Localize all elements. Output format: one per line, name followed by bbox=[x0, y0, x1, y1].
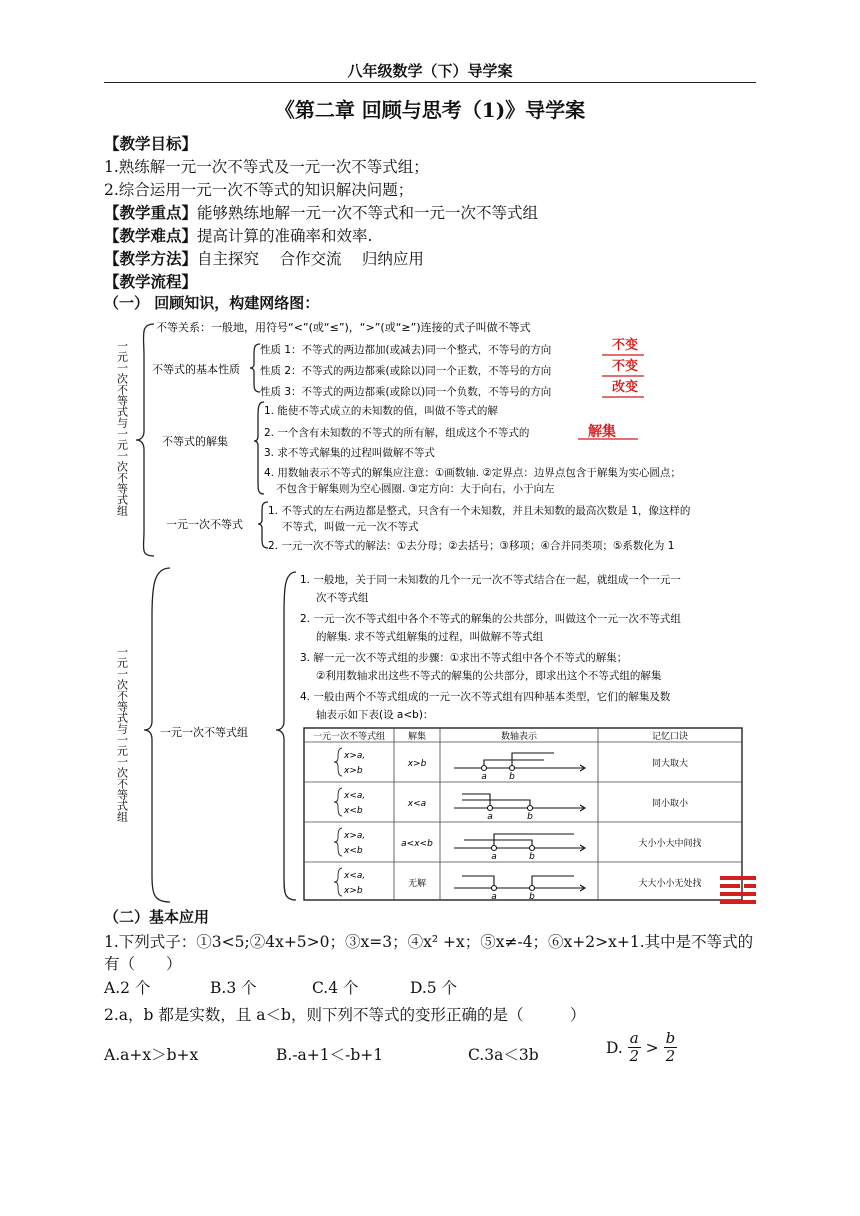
properties-title: 不等式的基本性质 bbox=[152, 363, 240, 376]
method bbox=[104, 247, 424, 269]
objectives-heading: 【教学目标】 bbox=[104, 134, 198, 153]
row1-point-a: a bbox=[481, 772, 487, 782]
header-rule bbox=[104, 82, 756, 83]
q2-option-b: B.-a+1＜-b+1 bbox=[276, 1046, 384, 1064]
system-item-2b: 的解集. 求不等式组解集的过程，叫做解不等式组 bbox=[316, 631, 544, 643]
section1-title: （一） 回顾知识，构建网络图： bbox=[104, 294, 320, 312]
table-header-solution: 解集 bbox=[407, 732, 427, 742]
system-item-3: 3. 解一元一次不等式组的步骤：①求出不等式组中各个不等式的解集； bbox=[300, 652, 628, 664]
row3-sys2: x<b bbox=[344, 846, 363, 856]
knowledge-network-diagram bbox=[104, 316, 764, 910]
row3-mnemonic: 大小小大中间找 bbox=[638, 839, 702, 849]
system-item-1b: 次不等式组 bbox=[316, 592, 369, 604]
key-points-text: 能够熟练地解一元一次不等式和一元一次不等式组 bbox=[197, 204, 539, 222]
row1-solution: x>b bbox=[407, 759, 427, 769]
fraction-b-over-2 bbox=[664, 1030, 678, 1066]
solution-set-item-4b: 不包含于解集则为空心圆圈. ③定方向：大于向右，小于向左 bbox=[276, 483, 555, 495]
table-header-number-line: 数轴表示 bbox=[500, 732, 538, 742]
linear-ineq-title: 一元一次不等式 bbox=[166, 518, 243, 531]
row1-mnemonic: 同大取大 bbox=[651, 759, 689, 769]
row4-sys1: x<a, bbox=[344, 871, 366, 881]
key-points bbox=[104, 201, 538, 223]
method-text: 自主探究 合作交流 归纳应用 bbox=[197, 250, 424, 268]
q1-stem-cont: 有（ ） bbox=[104, 955, 182, 973]
row2-number-line bbox=[454, 794, 585, 811]
row3-solution: a<x<b bbox=[401, 839, 433, 849]
system-item-2: 2. 一元一次不等式组中各个不等式的解集的公共部分，叫做这个一元一次不等式组 bbox=[300, 613, 681, 625]
system-item-4: 4. 一般由两个不等式组成的一元一次不等式组有四种基本类型，它们的解集及数 bbox=[300, 691, 671, 703]
q1-stem: 1.下列式子：①3<5;②4x+5>0；③x=3；④x² +x；⑤x≠-4；⑥x+2>x+1.其中是不等式的 bbox=[104, 933, 754, 951]
row2-mnemonic: 同小取小 bbox=[651, 799, 689, 809]
q1-option-a: A.2 个 bbox=[104, 979, 151, 997]
row1-sys1: x>a, bbox=[344, 751, 366, 761]
frac-right-den: 2 bbox=[665, 1047, 676, 1066]
system-item-4b: 轴表示如下表(设 a<b)： bbox=[316, 709, 434, 721]
property-3: 性质 3：不等式的两边都乘(或除以)同一个负数，不等号的方向 bbox=[260, 386, 552, 398]
method-label: 【教学方法】 bbox=[104, 249, 198, 268]
frac-sign: > bbox=[645, 1038, 659, 1057]
document-title: 《第二章 回顾与思考（1)》导学案 bbox=[274, 98, 586, 122]
row1-sys2: x>b bbox=[344, 766, 363, 776]
row2-point-a: a bbox=[487, 812, 493, 822]
property-1: 性质 1：不等式的两边都加(或减去)同一个整式，不等号的方向 bbox=[260, 344, 552, 356]
row4-solution: 无解 bbox=[407, 879, 427, 889]
row3-number-line bbox=[454, 834, 585, 851]
property-2-answer: 不变 bbox=[612, 359, 639, 374]
fraction-a-over-2 bbox=[628, 1030, 641, 1066]
row4-point-a: a bbox=[491, 892, 497, 902]
row2-sys1: x<a, bbox=[344, 791, 366, 801]
frac-left-den: 2 bbox=[629, 1047, 639, 1066]
solution-set-item-3: 3. 求不等式解集的过程叫做解不等式 bbox=[264, 447, 435, 459]
row2-solution: x<a bbox=[407, 799, 427, 809]
property-2: 性质 2：不等式的两边都乘(或除以)同一个正数，不等号的方向 bbox=[260, 365, 552, 377]
key-points-label: 【教学重点】 bbox=[104, 203, 198, 222]
solution-set-item-4: 4. 用数轴表示不等式的解集应注意：①画数轴. ②定界点：边界点包含于解集为实心圆点； bbox=[264, 467, 681, 479]
q1-option-c: C.4 个 bbox=[312, 979, 359, 997]
solution-set-title: 不等式的解集 bbox=[162, 435, 228, 448]
difficulty-label: 【教学难点】 bbox=[104, 226, 198, 245]
root2-label: 一元一次不等式与一元一次不等式组 bbox=[115, 646, 129, 822]
q1-option-b: B.3 个 bbox=[210, 979, 257, 997]
row3-sys1: x>a, bbox=[344, 831, 366, 841]
root1-label: 一元一次不等式与一元一次不等式组 bbox=[115, 340, 129, 516]
objective-2: 2.综合运用一元一次不等式的知识解决问题； bbox=[104, 181, 414, 199]
difficulty-text: 提高计算的准确率和效率. bbox=[197, 227, 373, 245]
frac-left-num: a bbox=[629, 1029, 639, 1047]
linear-ineq-item-2: 2. 一元一次不等式的解法：①去分母；②去括号；③移项；④合并同类项；⑤系数化为 1 bbox=[268, 540, 675, 552]
difficulty bbox=[104, 224, 372, 246]
solution-set-answer: 解集 bbox=[588, 424, 616, 440]
row2-point-b: b bbox=[527, 812, 533, 822]
row4-point-b: b bbox=[529, 892, 535, 902]
q2-option-d-label: D. bbox=[606, 1038, 623, 1057]
row3-point-a: a bbox=[491, 852, 497, 862]
system-item-3b: ②利用数轴求出这些不等式的解集的公共部分，即求出这个不等式组的解集 bbox=[316, 670, 662, 682]
q1-option-d: D.5 个 bbox=[410, 979, 458, 997]
property-3-answer: 改变 bbox=[612, 380, 639, 395]
property-1-answer: 不变 bbox=[612, 338, 639, 353]
q2-option-c: C.3a＜3b bbox=[468, 1046, 539, 1064]
frac-right-num: b bbox=[665, 1029, 676, 1047]
row3-point-b: b bbox=[529, 852, 535, 862]
row1-point-b: b bbox=[509, 772, 515, 782]
system-title: 一元一次不等式组 bbox=[160, 726, 248, 739]
solution-set-item-1: 1. 能使不等式成立的未知数的值，叫做不等式的解 bbox=[264, 405, 498, 417]
linear-ineq-item-1: 1. 不等式的左右两边都是整式，只含有一个未知数，并且未知数的最高次数是 1，像这样的 bbox=[268, 505, 691, 517]
table-header-system: 一元一次不等式组 bbox=[312, 732, 386, 742]
running-header: 八年级数学（下）导学案 bbox=[347, 62, 513, 80]
solution-table bbox=[304, 728, 742, 902]
row4-mnemonic: 大大小小无处找 bbox=[638, 879, 702, 889]
row1-number-line bbox=[454, 753, 585, 771]
objective-1: 1.熟练解一元一次不等式及一元一次不等式组； bbox=[104, 158, 429, 176]
system-item-1: 1. 一般地，关于同一未知数的几个一元一次不等式结合在一起，就组成一个一元一 bbox=[300, 574, 681, 586]
linear-ineq-item-1b: 不等式，叫做一元一次不等式 bbox=[282, 521, 419, 533]
section2-title: （二）基本应用 bbox=[104, 908, 210, 926]
row2-sys2: x<b bbox=[344, 806, 363, 816]
q2-option-d bbox=[606, 1030, 677, 1066]
relation-definition: 不等关系：一般地，用符号“<”(或“≤”)，“>”(或“≥”)连接的式子叫做不等式 bbox=[156, 321, 531, 334]
row4-sys2: x>b bbox=[344, 886, 363, 896]
table-header-mnemonic: 记忆口诀 bbox=[651, 732, 689, 742]
process-heading: 【教学流程】 bbox=[104, 272, 198, 291]
row4-number-line bbox=[454, 876, 585, 891]
q2-option-a: A.a+x＞b+x bbox=[104, 1046, 199, 1064]
q2-stem: 2.a，b 都是实数，且 a＜b，则下列不等式的变形正确的是（ ） bbox=[104, 1006, 586, 1024]
solution-set-item-2: 2. 一个含有未知数的不等式的所有解，组成这个不等式的 bbox=[264, 427, 530, 439]
